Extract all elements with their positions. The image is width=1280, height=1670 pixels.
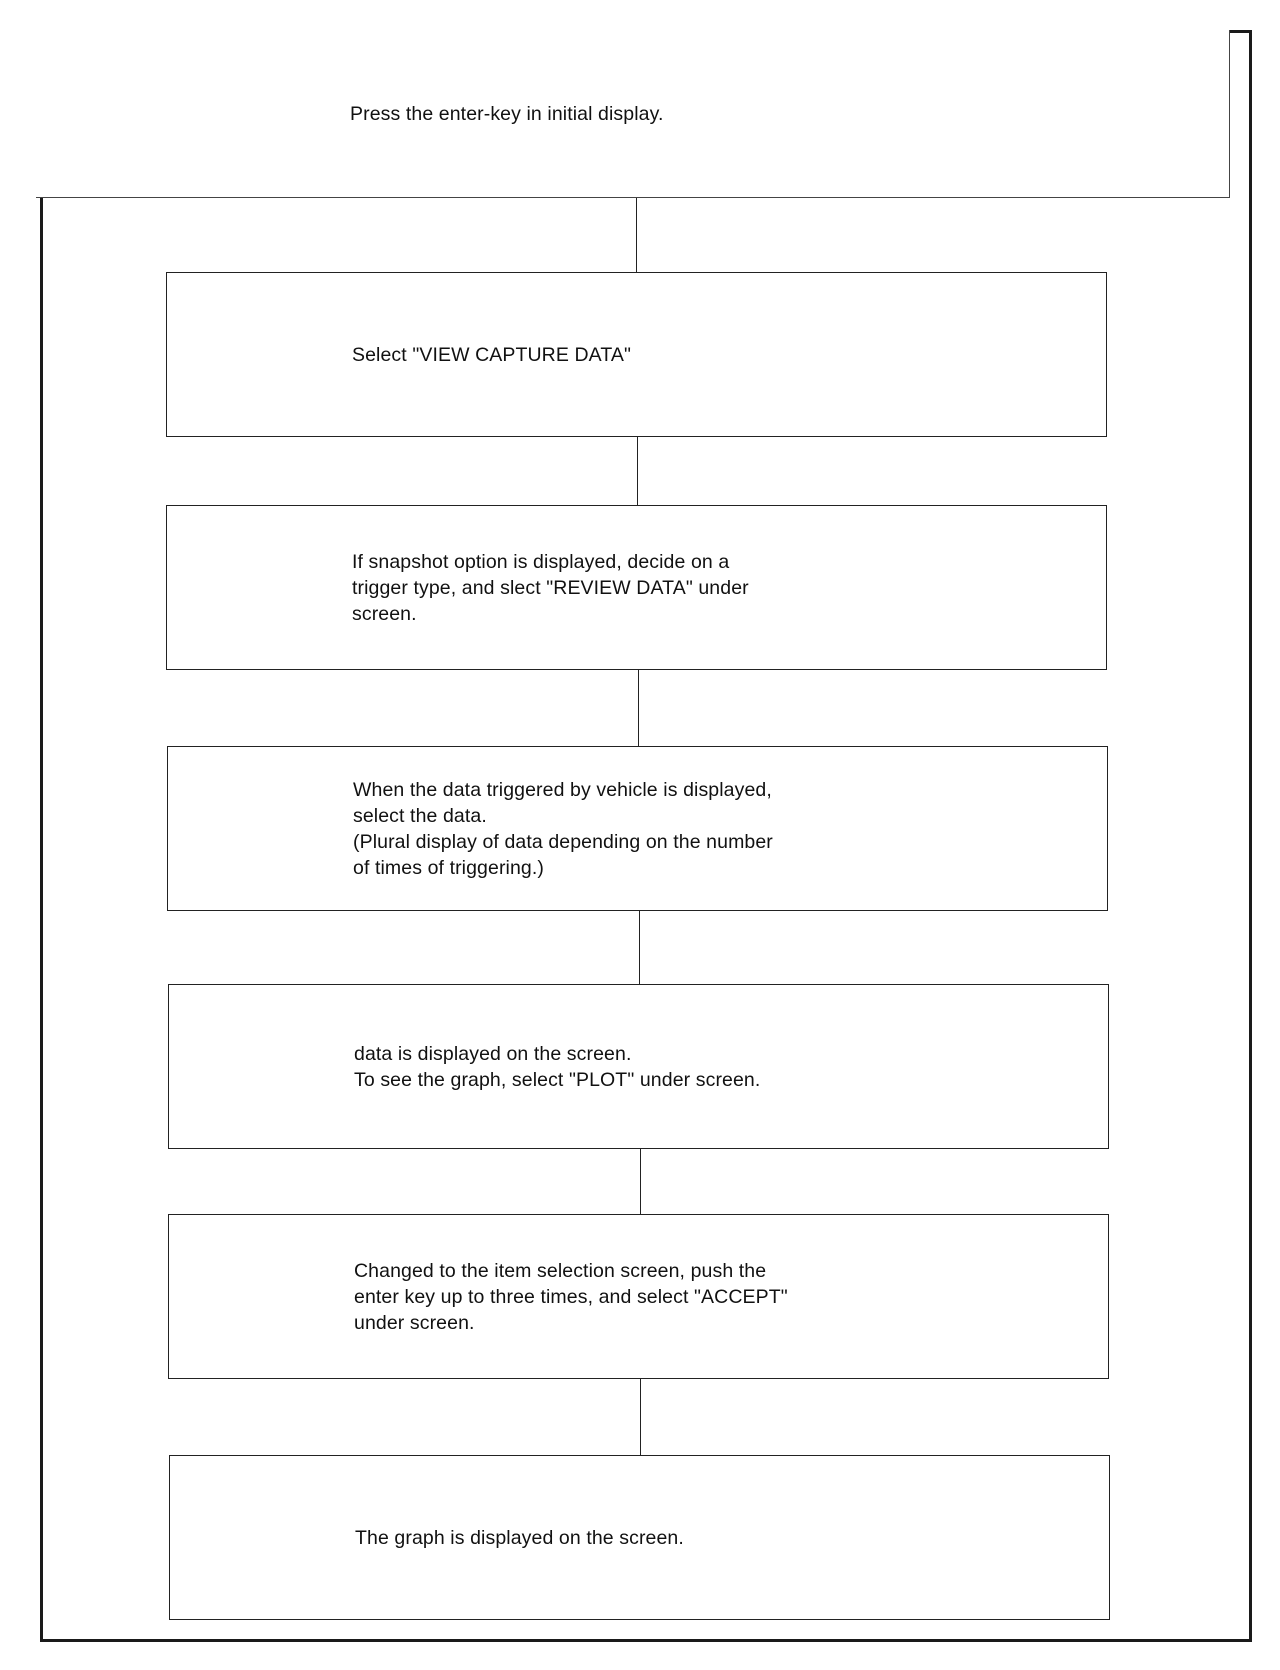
connector-3-4: [638, 670, 639, 746]
flow-step-4: [167, 746, 1108, 911]
flow-step-1-text: Press the enter-key in initial display.: [350, 102, 664, 125]
flow-step-3-text: If snapshot option is displayed, decide on a trigger type, and slect "REVIEW DATA" under screen.: [352, 550, 749, 625]
flow-step-5-text: data is displayed on the screen. To see the graph, select "PLOT" under screen.: [354, 1042, 761, 1091]
connector-5-6: [640, 1149, 641, 1214]
flow-step-1: [36, 30, 1230, 198]
connector-1-2: [636, 198, 637, 272]
connector-2-3: [637, 437, 638, 505]
connector-6-7: [640, 1379, 641, 1455]
flow-step-6-text: Changed to the item selection screen, push the enter key up to three times, and select "ACCEPT" under screen.: [354, 1259, 788, 1334]
flow-step-5: [168, 984, 1109, 1149]
connector-4-5: [639, 911, 640, 984]
flow-step-2-text: Select "VIEW CAPTURE DATA": [352, 343, 632, 366]
flow-step-7-text: The graph is displayed on the screen.: [355, 1526, 684, 1549]
flow-step-3: [166, 505, 1107, 670]
flow-step-4-text: When the data triggered by vehicle is displayed, select the data. (Plural display of data depending on the number of times of triggering.): [353, 778, 773, 879]
flow-step-2: [166, 272, 1107, 437]
flow-step-6: [168, 1214, 1109, 1379]
flow-step-7: [169, 1455, 1110, 1620]
